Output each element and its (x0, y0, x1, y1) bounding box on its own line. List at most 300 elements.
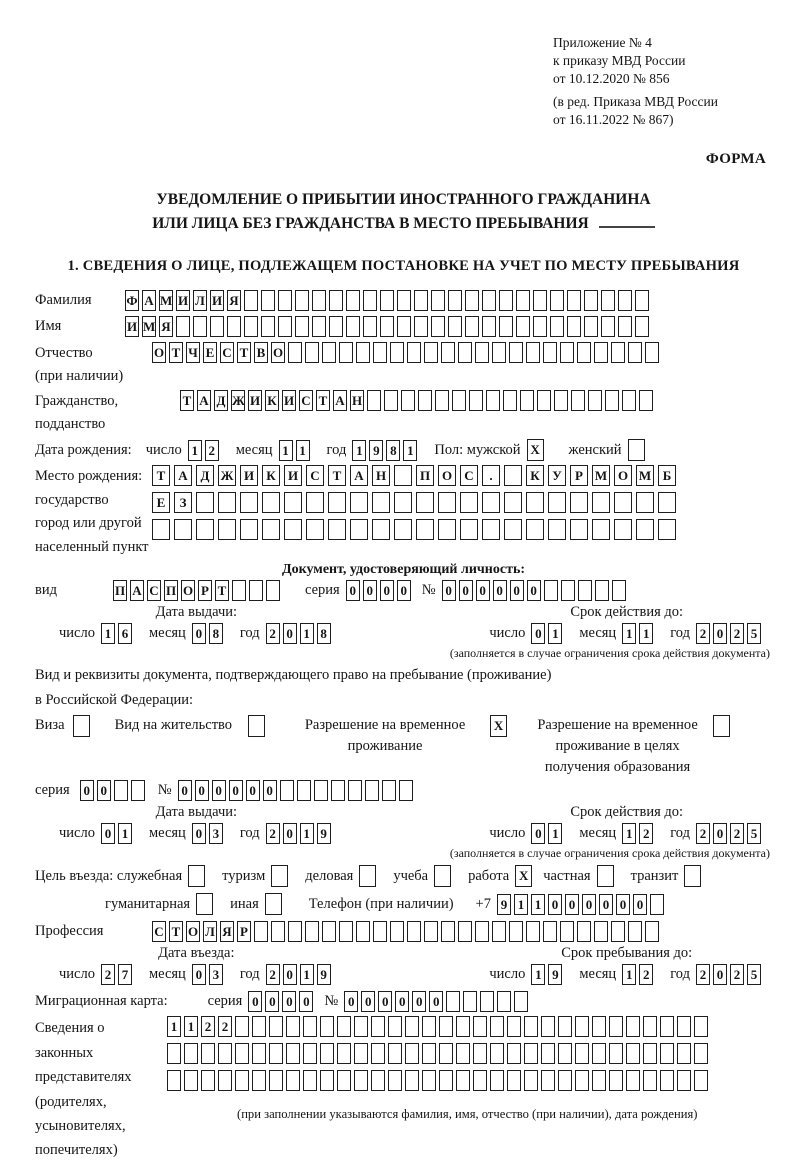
char-cell[interactable] (548, 492, 566, 513)
char-cell[interactable] (401, 390, 415, 411)
char-cell[interactable]: . (482, 465, 500, 486)
char-cell[interactable] (278, 316, 292, 337)
char-cell[interactable]: С (306, 465, 324, 486)
char-cell[interactable] (196, 519, 214, 540)
char-cell[interactable]: 0 (397, 580, 411, 601)
char-cell[interactable]: 1 (279, 440, 293, 461)
char-cell[interactable]: С (147, 580, 161, 601)
char-cell[interactable] (592, 1043, 606, 1064)
char-cell[interactable] (516, 290, 530, 311)
char-cell[interactable] (320, 1070, 334, 1091)
char-cell[interactable]: 0 (599, 894, 613, 915)
char-cell[interactable] (235, 1070, 249, 1091)
char-cell[interactable] (399, 780, 413, 801)
char-cell[interactable]: Д (214, 390, 228, 411)
char-cell[interactable] (584, 316, 598, 337)
char-cell[interactable]: 0 (192, 964, 206, 985)
char-cell[interactable] (658, 492, 676, 513)
char-cell[interactable]: 0 (283, 623, 297, 644)
char-cell[interactable]: 2 (205, 440, 219, 461)
char-cell[interactable] (628, 921, 642, 942)
char-cell[interactable]: 0 (531, 623, 545, 644)
char-cell[interactable]: 0 (97, 780, 111, 801)
char-cell[interactable] (337, 1070, 351, 1091)
char-cell[interactable]: Р (237, 921, 251, 942)
char-cell[interactable]: 0 (510, 580, 524, 601)
char-cell[interactable]: 3 (209, 823, 223, 844)
char-cell[interactable]: 5 (747, 964, 761, 985)
char-cell[interactable] (322, 342, 336, 363)
char-cell[interactable] (503, 390, 517, 411)
char-cell[interactable]: 1 (514, 894, 528, 915)
char-cell[interactable]: Л (193, 290, 207, 311)
char-cell[interactable] (558, 1043, 572, 1064)
char-cell[interactable]: Д (196, 465, 214, 486)
char-cell[interactable] (295, 316, 309, 337)
char-cell[interactable]: 2 (696, 623, 710, 644)
char-cell[interactable] (575, 1016, 589, 1037)
char-cell[interactable] (371, 1043, 385, 1064)
char-cell[interactable] (636, 492, 654, 513)
char-cell[interactable] (390, 921, 404, 942)
char-cell[interactable] (448, 290, 462, 311)
char-cell[interactable] (320, 1043, 334, 1064)
char-cell[interactable] (174, 519, 192, 540)
char-cell[interactable]: 9 (369, 440, 383, 461)
char-cell[interactable]: 0 (442, 580, 456, 601)
char-cell[interactable] (594, 921, 608, 942)
char-cell[interactable] (210, 316, 224, 337)
char-cell[interactable] (312, 316, 326, 337)
char-cell[interactable] (354, 1070, 368, 1091)
char-cell[interactable]: 0 (412, 991, 426, 1012)
char-cell[interactable]: И (282, 390, 296, 411)
char-cell[interactable] (458, 342, 472, 363)
char-cell[interactable]: 0 (346, 580, 360, 601)
char-cell[interactable] (337, 1043, 351, 1064)
char-cell[interactable] (329, 316, 343, 337)
checkbox-cell[interactable] (73, 715, 90, 737)
char-cell[interactable] (337, 1016, 351, 1037)
char-cell[interactable]: Т (328, 465, 346, 486)
char-cell[interactable] (482, 519, 500, 540)
char-cell[interactable] (458, 921, 472, 942)
char-cell[interactable]: В (254, 342, 268, 363)
char-cell[interactable] (218, 1043, 232, 1064)
char-cell[interactable] (431, 316, 445, 337)
char-cell[interactable]: О (152, 342, 166, 363)
char-cell[interactable] (388, 1043, 402, 1064)
char-cell[interactable] (645, 921, 659, 942)
checkbox-cell[interactable] (188, 865, 205, 887)
char-cell[interactable]: 5 (747, 823, 761, 844)
char-cell[interactable]: М (159, 290, 173, 311)
char-cell[interactable] (114, 780, 128, 801)
char-cell[interactable]: Р (570, 465, 588, 486)
char-cell[interactable] (416, 492, 434, 513)
char-cell[interactable] (252, 1016, 266, 1037)
char-cell[interactable] (424, 342, 438, 363)
char-cell[interactable] (480, 991, 494, 1012)
char-cell[interactable]: 0 (246, 780, 260, 801)
char-cell[interactable] (524, 1070, 538, 1091)
char-cell[interactable] (504, 519, 522, 540)
char-cell[interactable]: О (438, 465, 456, 486)
char-cell[interactable]: 2 (266, 823, 280, 844)
char-cell[interactable] (635, 290, 649, 311)
char-cell[interactable] (441, 921, 455, 942)
char-cell[interactable] (575, 1070, 589, 1091)
char-cell[interactable] (196, 492, 214, 513)
char-cell[interactable] (526, 519, 544, 540)
char-cell[interactable] (492, 342, 506, 363)
char-cell[interactable] (497, 991, 511, 1012)
char-cell[interactable] (486, 390, 500, 411)
char-cell[interactable] (295, 290, 309, 311)
char-cell[interactable] (526, 492, 544, 513)
char-cell[interactable] (609, 1016, 623, 1037)
char-cell[interactable] (312, 290, 326, 311)
char-cell[interactable]: 9 (317, 964, 331, 985)
char-cell[interactable] (456, 1043, 470, 1064)
char-cell[interactable]: 1 (622, 823, 636, 844)
checkbox-cell[interactable]: X (515, 865, 532, 887)
char-cell[interactable]: 0 (527, 580, 541, 601)
char-cell[interactable]: 1 (188, 440, 202, 461)
char-cell[interactable]: 2 (696, 964, 710, 985)
char-cell[interactable] (611, 921, 625, 942)
char-cell[interactable]: 1 (548, 623, 562, 644)
char-cell[interactable] (201, 1070, 215, 1091)
char-cell[interactable] (286, 1070, 300, 1091)
char-cell[interactable]: И (210, 290, 224, 311)
char-cell[interactable] (490, 1016, 504, 1037)
char-cell[interactable] (397, 290, 411, 311)
char-cell[interactable] (558, 1070, 572, 1091)
char-cell[interactable] (331, 780, 345, 801)
char-cell[interactable] (397, 316, 411, 337)
char-cell[interactable] (612, 580, 626, 601)
char-cell[interactable] (475, 921, 489, 942)
char-cell[interactable] (482, 492, 500, 513)
char-cell[interactable]: Т (169, 342, 183, 363)
char-cell[interactable] (388, 1070, 402, 1091)
char-cell[interactable]: 9 (548, 964, 562, 985)
char-cell[interactable]: И (176, 290, 190, 311)
char-cell[interactable] (431, 290, 445, 311)
char-cell[interactable] (516, 316, 530, 337)
char-cell[interactable] (628, 342, 642, 363)
char-cell[interactable]: 0 (265, 991, 279, 1012)
char-cell[interactable] (380, 316, 394, 337)
char-cell[interactable]: Т (180, 390, 194, 411)
char-cell[interactable] (184, 1070, 198, 1091)
char-cell[interactable] (348, 780, 362, 801)
char-cell[interactable] (577, 342, 591, 363)
checkbox-cell[interactable] (359, 865, 376, 887)
char-cell[interactable] (507, 1016, 521, 1037)
char-cell[interactable]: Ф (125, 290, 139, 311)
char-cell[interactable] (439, 1016, 453, 1037)
char-cell[interactable] (490, 1043, 504, 1064)
char-cell[interactable] (463, 991, 477, 1012)
char-cell[interactable] (543, 921, 557, 942)
char-cell[interactable]: Ч (186, 342, 200, 363)
char-cell[interactable] (240, 519, 258, 540)
char-cell[interactable] (439, 1043, 453, 1064)
char-cell[interactable] (346, 290, 360, 311)
char-cell[interactable]: А (142, 290, 156, 311)
char-cell[interactable] (354, 1016, 368, 1037)
char-cell[interactable]: 0 (283, 823, 297, 844)
char-cell[interactable] (452, 390, 466, 411)
char-cell[interactable]: 0 (299, 991, 313, 1012)
char-cell[interactable] (249, 580, 263, 601)
char-cell[interactable] (271, 921, 285, 942)
char-cell[interactable] (167, 1043, 181, 1064)
char-cell[interactable]: О (181, 580, 195, 601)
checkbox-cell[interactable] (196, 893, 213, 915)
char-cell[interactable] (570, 519, 588, 540)
char-cell[interactable] (176, 316, 190, 337)
char-cell[interactable] (541, 1016, 555, 1037)
char-cell[interactable] (438, 519, 456, 540)
char-cell[interactable]: 1 (167, 1016, 181, 1037)
char-cell[interactable]: 0 (378, 991, 392, 1012)
char-cell[interactable] (533, 290, 547, 311)
char-cell[interactable] (262, 492, 280, 513)
char-cell[interactable] (278, 290, 292, 311)
char-cell[interactable] (592, 1070, 606, 1091)
char-cell[interactable] (526, 921, 540, 942)
char-cell[interactable]: 0 (178, 780, 192, 801)
checkbox-cell[interactable] (248, 715, 265, 737)
char-cell[interactable]: 0 (459, 580, 473, 601)
char-cell[interactable]: Я (220, 921, 234, 942)
char-cell[interactable] (482, 290, 496, 311)
char-cell[interactable]: Р (198, 580, 212, 601)
char-cell[interactable]: 2 (696, 823, 710, 844)
char-cell[interactable] (350, 519, 368, 540)
char-cell[interactable] (577, 921, 591, 942)
char-cell[interactable] (280, 780, 294, 801)
checkbox-cell[interactable] (597, 865, 614, 887)
char-cell[interactable]: 1 (296, 440, 310, 461)
char-cell[interactable]: 0 (101, 823, 115, 844)
char-cell[interactable]: 0 (212, 780, 226, 801)
char-cell[interactable] (346, 316, 360, 337)
char-cell[interactable] (235, 1016, 249, 1037)
char-cell[interactable]: 0 (531, 823, 545, 844)
char-cell[interactable] (570, 492, 588, 513)
char-cell[interactable] (548, 519, 566, 540)
char-cell[interactable] (592, 519, 610, 540)
char-cell[interactable] (499, 290, 513, 311)
char-cell[interactable] (541, 1043, 555, 1064)
char-cell[interactable]: 1 (531, 894, 545, 915)
char-cell[interactable] (305, 342, 319, 363)
char-cell[interactable] (254, 921, 268, 942)
char-cell[interactable]: 0 (493, 580, 507, 601)
checkbox-cell[interactable] (434, 865, 451, 887)
char-cell[interactable] (288, 921, 302, 942)
char-cell[interactable] (645, 342, 659, 363)
char-cell[interactable] (435, 390, 449, 411)
char-cell[interactable] (328, 519, 346, 540)
char-cell[interactable]: 0 (229, 780, 243, 801)
char-cell[interactable]: У (548, 465, 566, 486)
char-cell[interactable]: О (614, 465, 632, 486)
char-cell[interactable]: 0 (476, 580, 490, 601)
checkbox-cell[interactable]: X (490, 715, 507, 737)
char-cell[interactable] (414, 316, 428, 337)
char-cell[interactable] (558, 1016, 572, 1037)
char-cell[interactable]: Л (203, 921, 217, 942)
char-cell[interactable] (575, 1043, 589, 1064)
char-cell[interactable]: Н (372, 465, 390, 486)
char-cell[interactable] (544, 580, 558, 601)
char-cell[interactable] (306, 492, 324, 513)
char-cell[interactable] (578, 580, 592, 601)
char-cell[interactable]: 1 (639, 623, 653, 644)
char-cell[interactable] (677, 1070, 691, 1091)
char-cell[interactable] (550, 290, 564, 311)
char-cell[interactable] (422, 1043, 436, 1064)
char-cell[interactable] (244, 290, 258, 311)
char-cell[interactable]: 2 (639, 964, 653, 985)
char-cell[interactable] (373, 921, 387, 942)
char-cell[interactable] (465, 290, 479, 311)
char-cell[interactable] (371, 1016, 385, 1037)
char-cell[interactable] (372, 492, 390, 513)
char-cell[interactable] (456, 1016, 470, 1037)
char-cell[interactable] (567, 290, 581, 311)
char-cell[interactable] (609, 1043, 623, 1064)
char-cell[interactable]: С (299, 390, 313, 411)
char-cell[interactable]: С (152, 921, 166, 942)
char-cell[interactable] (232, 580, 246, 601)
char-cell[interactable]: П (113, 580, 127, 601)
char-cell[interactable]: Т (169, 921, 183, 942)
char-cell[interactable] (660, 1043, 674, 1064)
char-cell[interactable] (504, 492, 522, 513)
char-cell[interactable] (339, 921, 353, 942)
char-cell[interactable]: 0 (429, 991, 443, 1012)
char-cell[interactable]: 1 (300, 964, 314, 985)
char-cell[interactable]: М (592, 465, 610, 486)
char-cell[interactable] (636, 519, 654, 540)
char-cell[interactable] (218, 492, 236, 513)
char-cell[interactable] (677, 1016, 691, 1037)
char-cell[interactable]: 8 (209, 623, 223, 644)
char-cell[interactable] (184, 1043, 198, 1064)
char-cell[interactable] (490, 1070, 504, 1091)
char-cell[interactable]: К (526, 465, 544, 486)
char-cell[interactable]: Е (152, 492, 170, 513)
char-cell[interactable]: Е (203, 342, 217, 363)
char-cell[interactable] (286, 1043, 300, 1064)
char-cell[interactable] (550, 316, 564, 337)
char-cell[interactable] (473, 1070, 487, 1091)
char-cell[interactable] (622, 390, 636, 411)
char-cell[interactable] (446, 991, 460, 1012)
char-cell[interactable] (441, 342, 455, 363)
char-cell[interactable]: 2 (730, 823, 744, 844)
char-cell[interactable] (635, 316, 649, 337)
char-cell[interactable]: 0 (263, 780, 277, 801)
char-cell[interactable] (514, 991, 528, 1012)
char-cell[interactable] (460, 492, 478, 513)
char-cell[interactable] (354, 1043, 368, 1064)
char-cell[interactable]: 0 (380, 580, 394, 601)
char-cell[interactable] (365, 780, 379, 801)
char-cell[interactable] (456, 1070, 470, 1091)
char-cell[interactable] (284, 519, 302, 540)
char-cell[interactable]: 2 (730, 623, 744, 644)
char-cell[interactable] (460, 519, 478, 540)
char-cell[interactable]: 2 (218, 1016, 232, 1037)
char-cell[interactable]: 0 (282, 991, 296, 1012)
char-cell[interactable]: 2 (201, 1016, 215, 1037)
char-cell[interactable] (605, 390, 619, 411)
char-cell[interactable] (614, 519, 632, 540)
char-cell[interactable] (694, 1070, 708, 1091)
char-cell[interactable]: 2 (101, 964, 115, 985)
char-cell[interactable] (584, 290, 598, 311)
char-cell[interactable] (394, 519, 412, 540)
char-cell[interactable] (439, 1070, 453, 1091)
char-cell[interactable]: 0 (195, 780, 209, 801)
char-cell[interactable] (438, 492, 456, 513)
char-cell[interactable] (507, 1070, 521, 1091)
char-cell[interactable]: 1 (352, 440, 366, 461)
char-cell[interactable] (554, 390, 568, 411)
char-cell[interactable] (380, 290, 394, 311)
char-cell[interactable] (384, 390, 398, 411)
char-cell[interactable] (286, 1016, 300, 1037)
char-cell[interactable] (372, 519, 390, 540)
char-cell[interactable]: С (220, 342, 234, 363)
char-cell[interactable]: 0 (713, 964, 727, 985)
char-cell[interactable] (592, 492, 610, 513)
char-cell[interactable] (526, 342, 540, 363)
checkbox-cell[interactable] (628, 439, 645, 461)
char-cell[interactable] (314, 780, 328, 801)
char-cell[interactable] (509, 921, 523, 942)
char-cell[interactable]: 2 (266, 964, 280, 985)
char-cell[interactable] (482, 316, 496, 337)
char-cell[interactable] (363, 316, 377, 337)
char-cell[interactable] (261, 290, 275, 311)
char-cell[interactable] (269, 1070, 283, 1091)
char-cell[interactable]: Т (237, 342, 251, 363)
char-cell[interactable]: Т (316, 390, 330, 411)
char-cell[interactable] (328, 492, 346, 513)
char-cell[interactable] (524, 1016, 538, 1037)
char-cell[interactable] (235, 1043, 249, 1064)
char-cell[interactable]: 0 (248, 991, 262, 1012)
char-cell[interactable] (405, 1043, 419, 1064)
char-cell[interactable]: 0 (395, 991, 409, 1012)
checkbox-cell[interactable] (271, 865, 288, 887)
char-cell[interactable]: 1 (622, 623, 636, 644)
char-cell[interactable]: 0 (713, 823, 727, 844)
char-cell[interactable] (507, 1043, 521, 1064)
char-cell[interactable] (658, 519, 676, 540)
char-cell[interactable] (499, 316, 513, 337)
char-cell[interactable] (407, 921, 421, 942)
char-cell[interactable] (492, 921, 506, 942)
